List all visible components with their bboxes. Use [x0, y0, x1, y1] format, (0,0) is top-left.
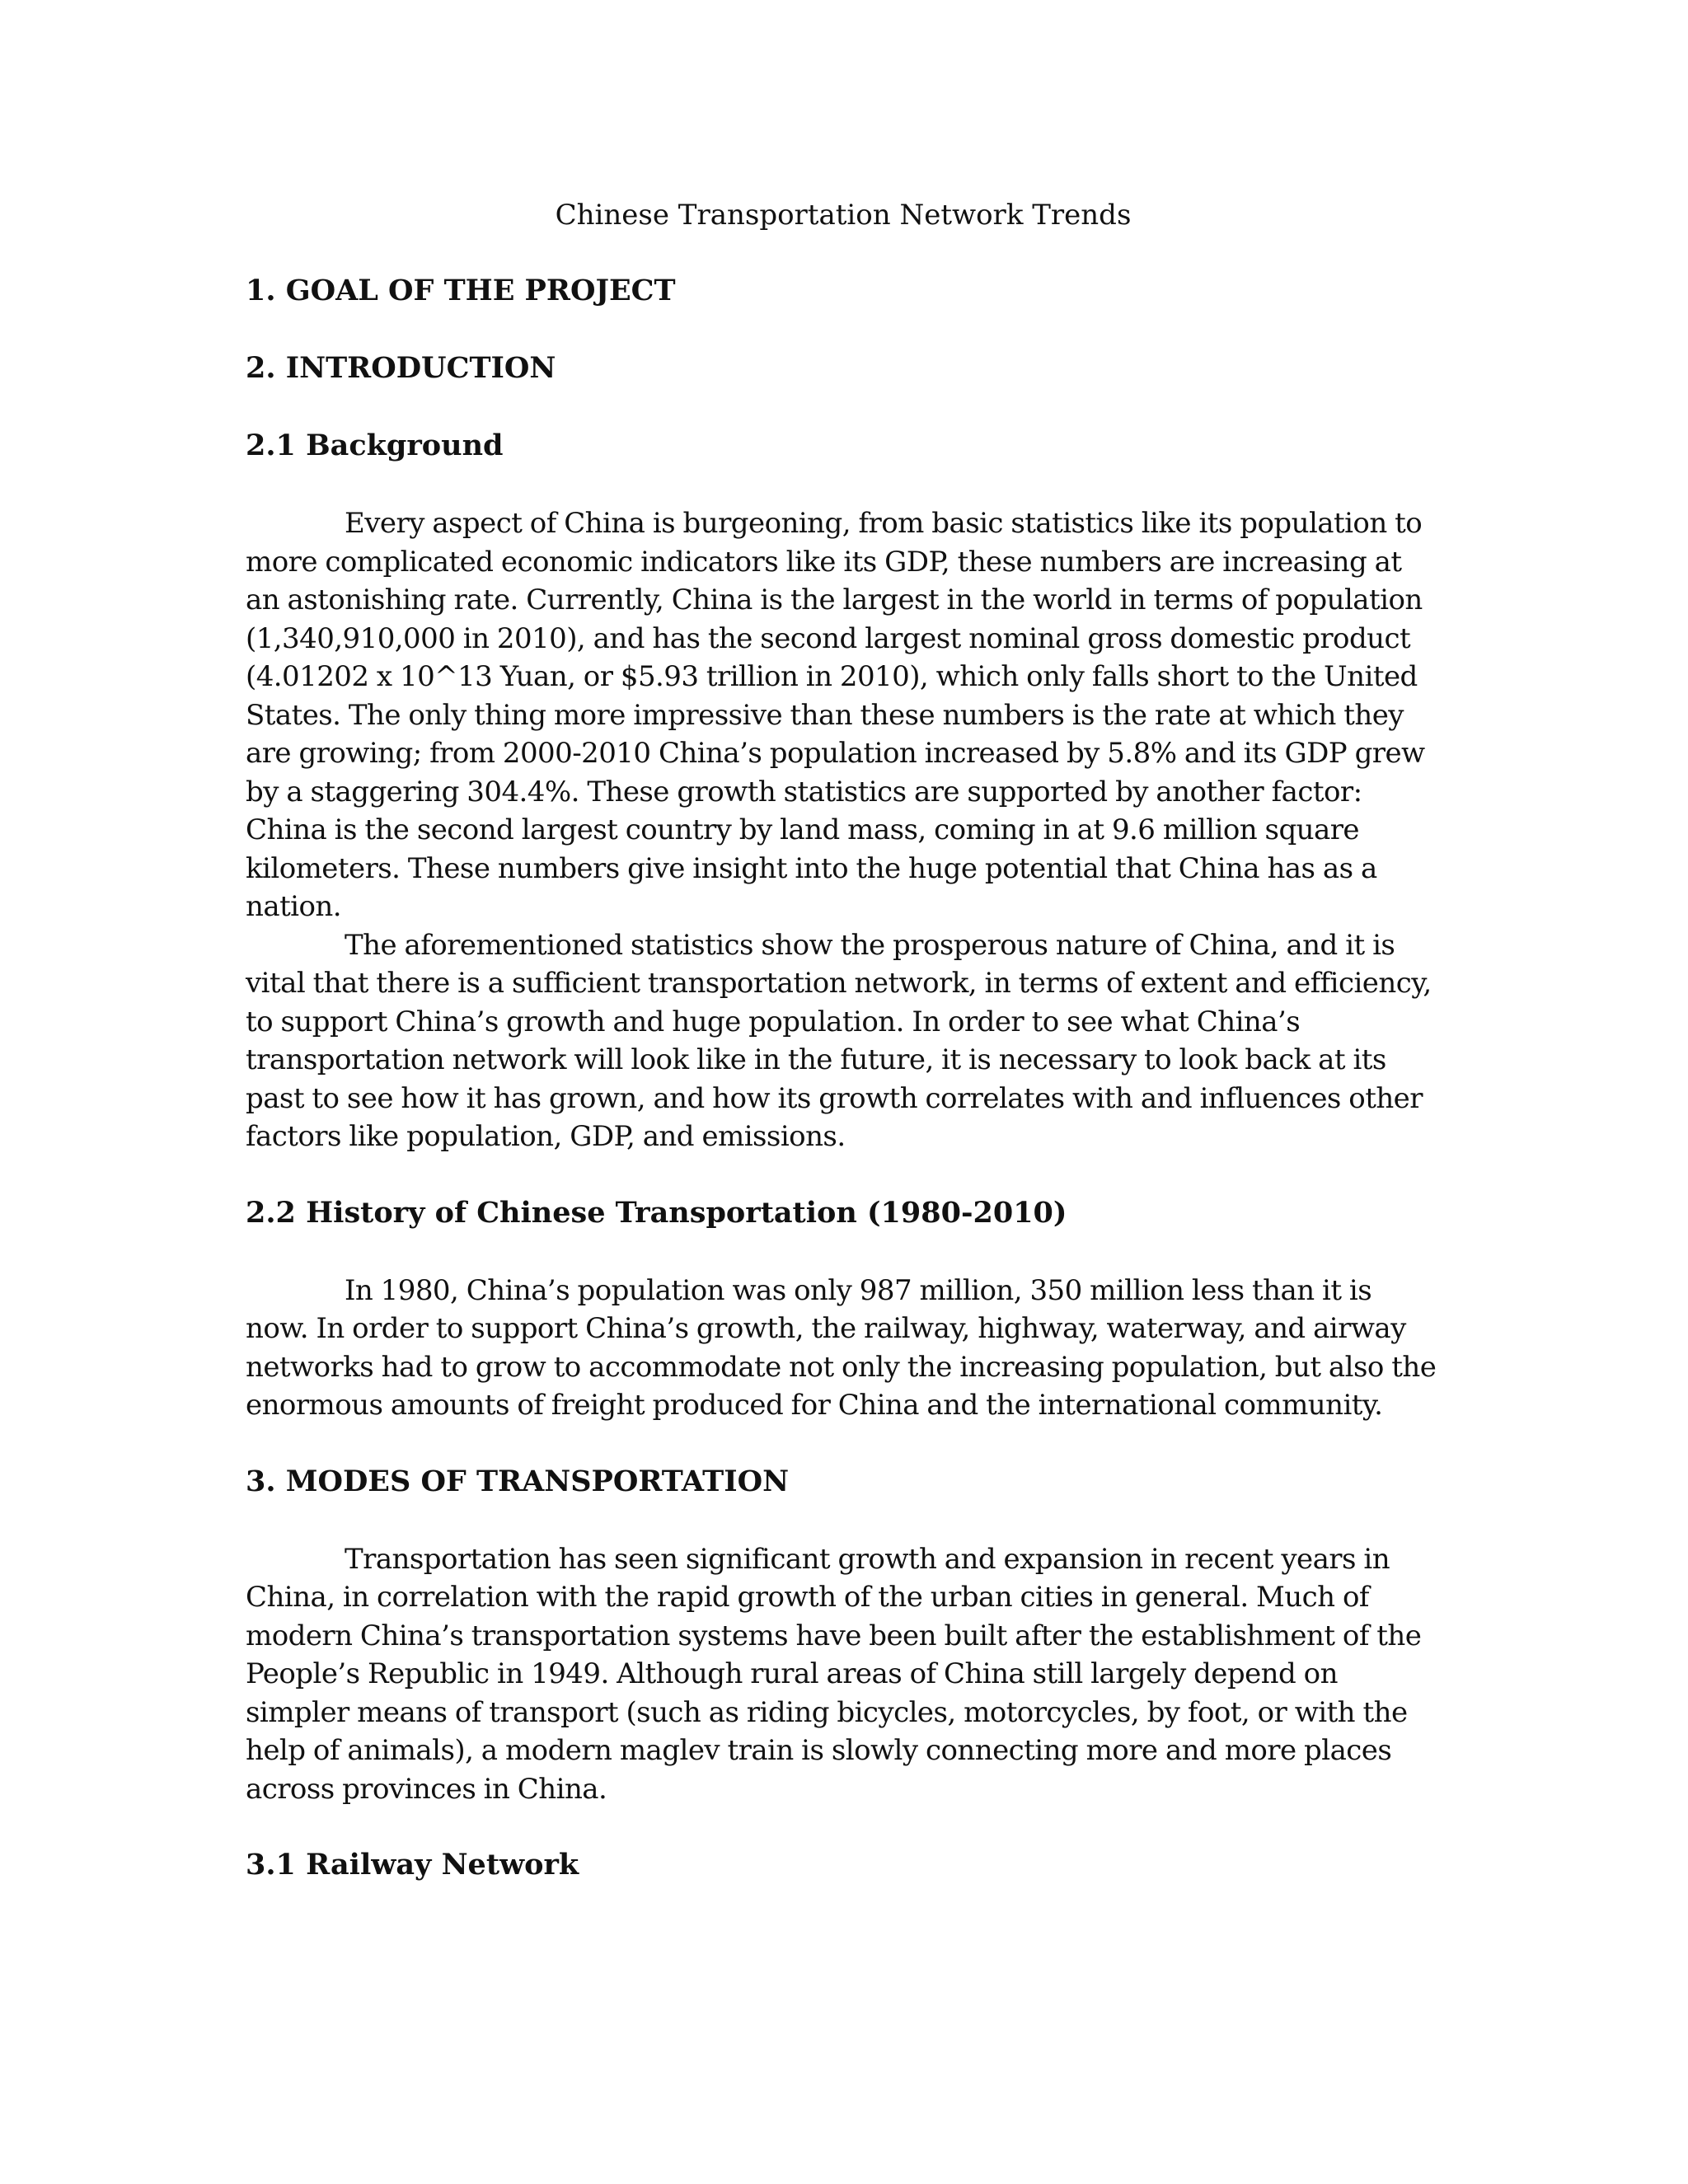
paragraph-background-2: The aforementioned statistics show the prosperous nature of China, and it is vital that there is a sufficient transportation network, in terms of extent and efficiency, to support China’s growth and huge population. In order to see what China’s transportation network will look like in the future, it is necessary to look back at its past to see how it has grown, and how its growth correlates with and influences other factors like population, GDP, and emissions.: [246, 928, 1432, 1153]
section-heading-modes: 3. MODES OF TRANSPORTATION: [246, 1464, 790, 1498]
paragraph-history-1: In 1980, China’s population was only 987 million, 350 million less than it is now. In order to support China’s growth, the railway, highway, waterway, and airway networks had to grow to accommodate not only the increasing population, but also the enormous amounts of freight produced for China and the international community.: [246, 1273, 1437, 1422]
section-heading-railway: 3.1 Railway Network: [246, 1848, 579, 1882]
document-title: Chinese Transportation Network Trends: [555, 199, 1132, 232]
section-heading-introduction: 2. INTRODUCTION: [246, 351, 556, 385]
section-heading-goal: 1. GOAL OF THE PROJECT: [246, 274, 676, 307]
paragraph-background-1: Every aspect of China is burgeoning, from basic statistics like its population to more complicated economic indicators like its GDP, these numbers are increasing at an astonishing rate. Currently, China is the largest in the world in terms of population (1,340,910,000 in 2010), and has the second largest nominal gross domestic product (4.01202 x 10^13 Yuan, or $5.93 trillion in 2010), which only falls short to the United States. The only thing more impressive than these numbers is the rate at which they are growing; from 2000-2010 China’s population increased by 5.8% and its GDP grew by a staggering 304.4%. These growth statistics are supported by another factor: China is the second largest country by land mass, coming in at 9.6 million square kilometers. These numbers give insight into the huge potential that China has as a nation.: [246, 507, 1425, 923]
section-heading-background: 2.1 Background: [246, 429, 504, 462]
section-heading-history: 2.2 History of Chinese Transportation (1980-2010): [246, 1195, 1067, 1230]
document-body: [246, 196, 1441, 1884]
paragraph-modes-1: Transportation has seen significant growth and expansion in recent years in China, in correlation with the rapid growth of the urban cities in general. Much of modern China’s transportation systems have been built after the establishment of the People’s Republic in 1949. Although rural areas of China still largely depend on simpler means of transport (such as riding bicycles, motorcycles, by foot, or with the help of animals), a modern maglev train is slowly connecting more and more places across provinces in China.: [246, 1542, 1422, 1806]
